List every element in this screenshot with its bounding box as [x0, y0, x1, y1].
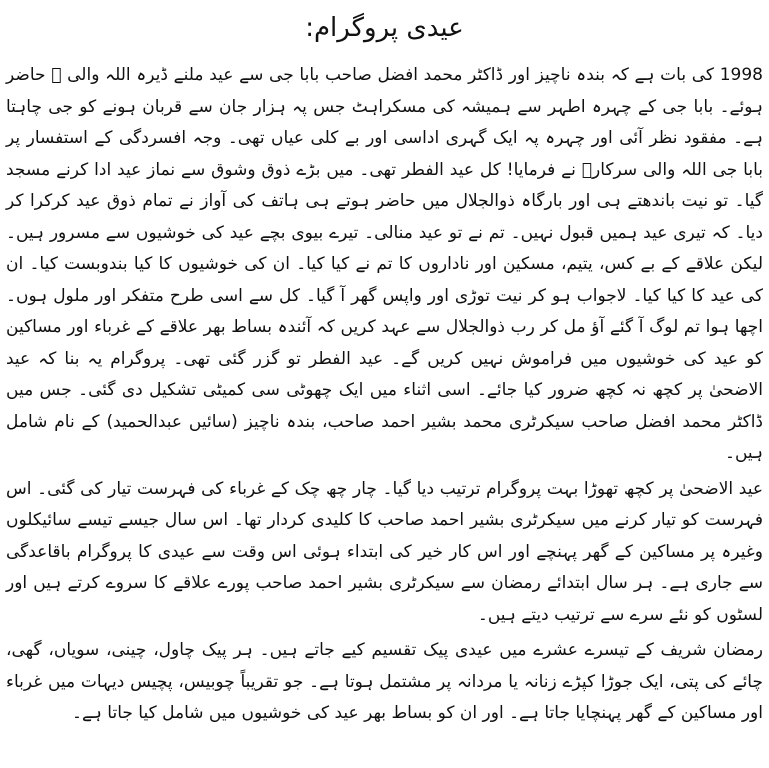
paragraph-eid-al-adha-program: عید الاضحیٰ پر کچھ تھوڑا بہت پروگرام ترتیب دیا گیا۔ چار چھ چک کے غرباء کی فہرست تیار کی گئی۔ اس فہرست کو تیار کرنے میں سیکرٹری بشیر احمد صاحب کا کلیدی کردار تھا۔ اس سال جیسے تیسے سائیکلوں وغیرہ پر مساکین کے گھر پہنچے اور اس کار خیر کی ابتداء ہوئی اس وقت سے عیدی کا پروگرام باقاعدگی سے جاری ہے۔ ہر سال ابتدائے رمضان سے سیکرٹری بشیر احمد صاحب پورے علاقے کا سروے کرتے ہیں اور لسٹوں کو نئے سرے سے ترتیب دیتے ہیں۔	[6, 478, 763, 625]
document-title: عیدی پروگرام:	[305, 13, 464, 43]
paragraph-visit-story: 1998 کی بات ہے کہ بندہ ناچیز اور ڈاکٹر محمد افضل صاحب بابا جی سے عید ملنے ڈیرہ اللہ والی ؒ حاضر ہوئے۔ بابا جی کے چہرہ اطہر سے ہمیشہ کی مسکراہٹ جس پہ ہزار جان سے قربان ہونے کو جی چاہتا ہے۔ مفقود نظر آئی اور چہرہ پہ ایک گہری اداسی اور بے کلی عیاں تھی۔ وجہ افسردگی کے استفسار پر بابا جی اللہ والی سرکارؒ نے فرمایا! کل عید الفطر تھی۔ میں بڑے ذوق وشوق سے نماز عید ادا کرنے مسجد گیا۔ تو نیت باندھتے ہی اور بارگاہ ذوالجلال میں حاضر ہوتے ہی ہاتف کی آواز نے تمام ذوق عید کرکرا کر دیا۔ کہ تیری عید ہمیں قبول نہیں۔ تم نے تو عید منالی۔ تیرے بیوی بچے عید کی خوشیوں سے مسرور ہیں۔ لیکن علاقے کے بے کس، یتیم، مسکین اور ناداروں کا تم نے کیا کیا۔ ان کی خوشیوں کا کیا بندوبست کیا۔ ان کی عید کا کیا کیا۔ لاجواب ہو کر نیت توڑی اور واپس گھر آ گیا۔ کل سے اسی طرح متفکر اور ملول ہوں۔ اچھا ہوا تم لوگ آ گئے آؤ مل کر رب ذوالجلال سے عہد کریں کہ آئندہ بساط بھر علاقے کے غرباء اور مساکین کو عید کی خوشیوں میں فراموش نہیں کریں گے۔ عید الفطر تو گزر گئی تھی۔ پروگرام یہ بنا کہ عید الاضحیٰ پر کچھ نہ کچھ ضرور کیا جائے۔ اسی اثناء میں ایک چھوٹی سی کمیٹی تشکیل دی گئی۔ جس میں ڈاکٹر محمد افضل صاحب سیکرٹری محمد بشیر احمد صاحب، بندہ ناچیز (سائیں عبدالحمید) کے نام شامل ہیں۔	[6, 65, 763, 463]
paragraph-ramadan-distribution: رمضان شریف کے تیسرے عشرے میں عیدی پیک تقسیم کیے جاتے ہیں۔ ہر پیک چاول، چینی، سویاں، گھی، چائے کی پتی، ایک جوڑا کپڑے زنانہ یا مردانہ پر مشتمل ہوتا ہے۔ جو تقریباً چوبیس، پچیس دیہات میں غرباء اور مساکین کے گھر پہنچایا جاتا ہے۔ اور ان کو بساط بھر عید کی خوشیوں میں شامل کیا جاتا ہے۔	[6, 640, 763, 723]
